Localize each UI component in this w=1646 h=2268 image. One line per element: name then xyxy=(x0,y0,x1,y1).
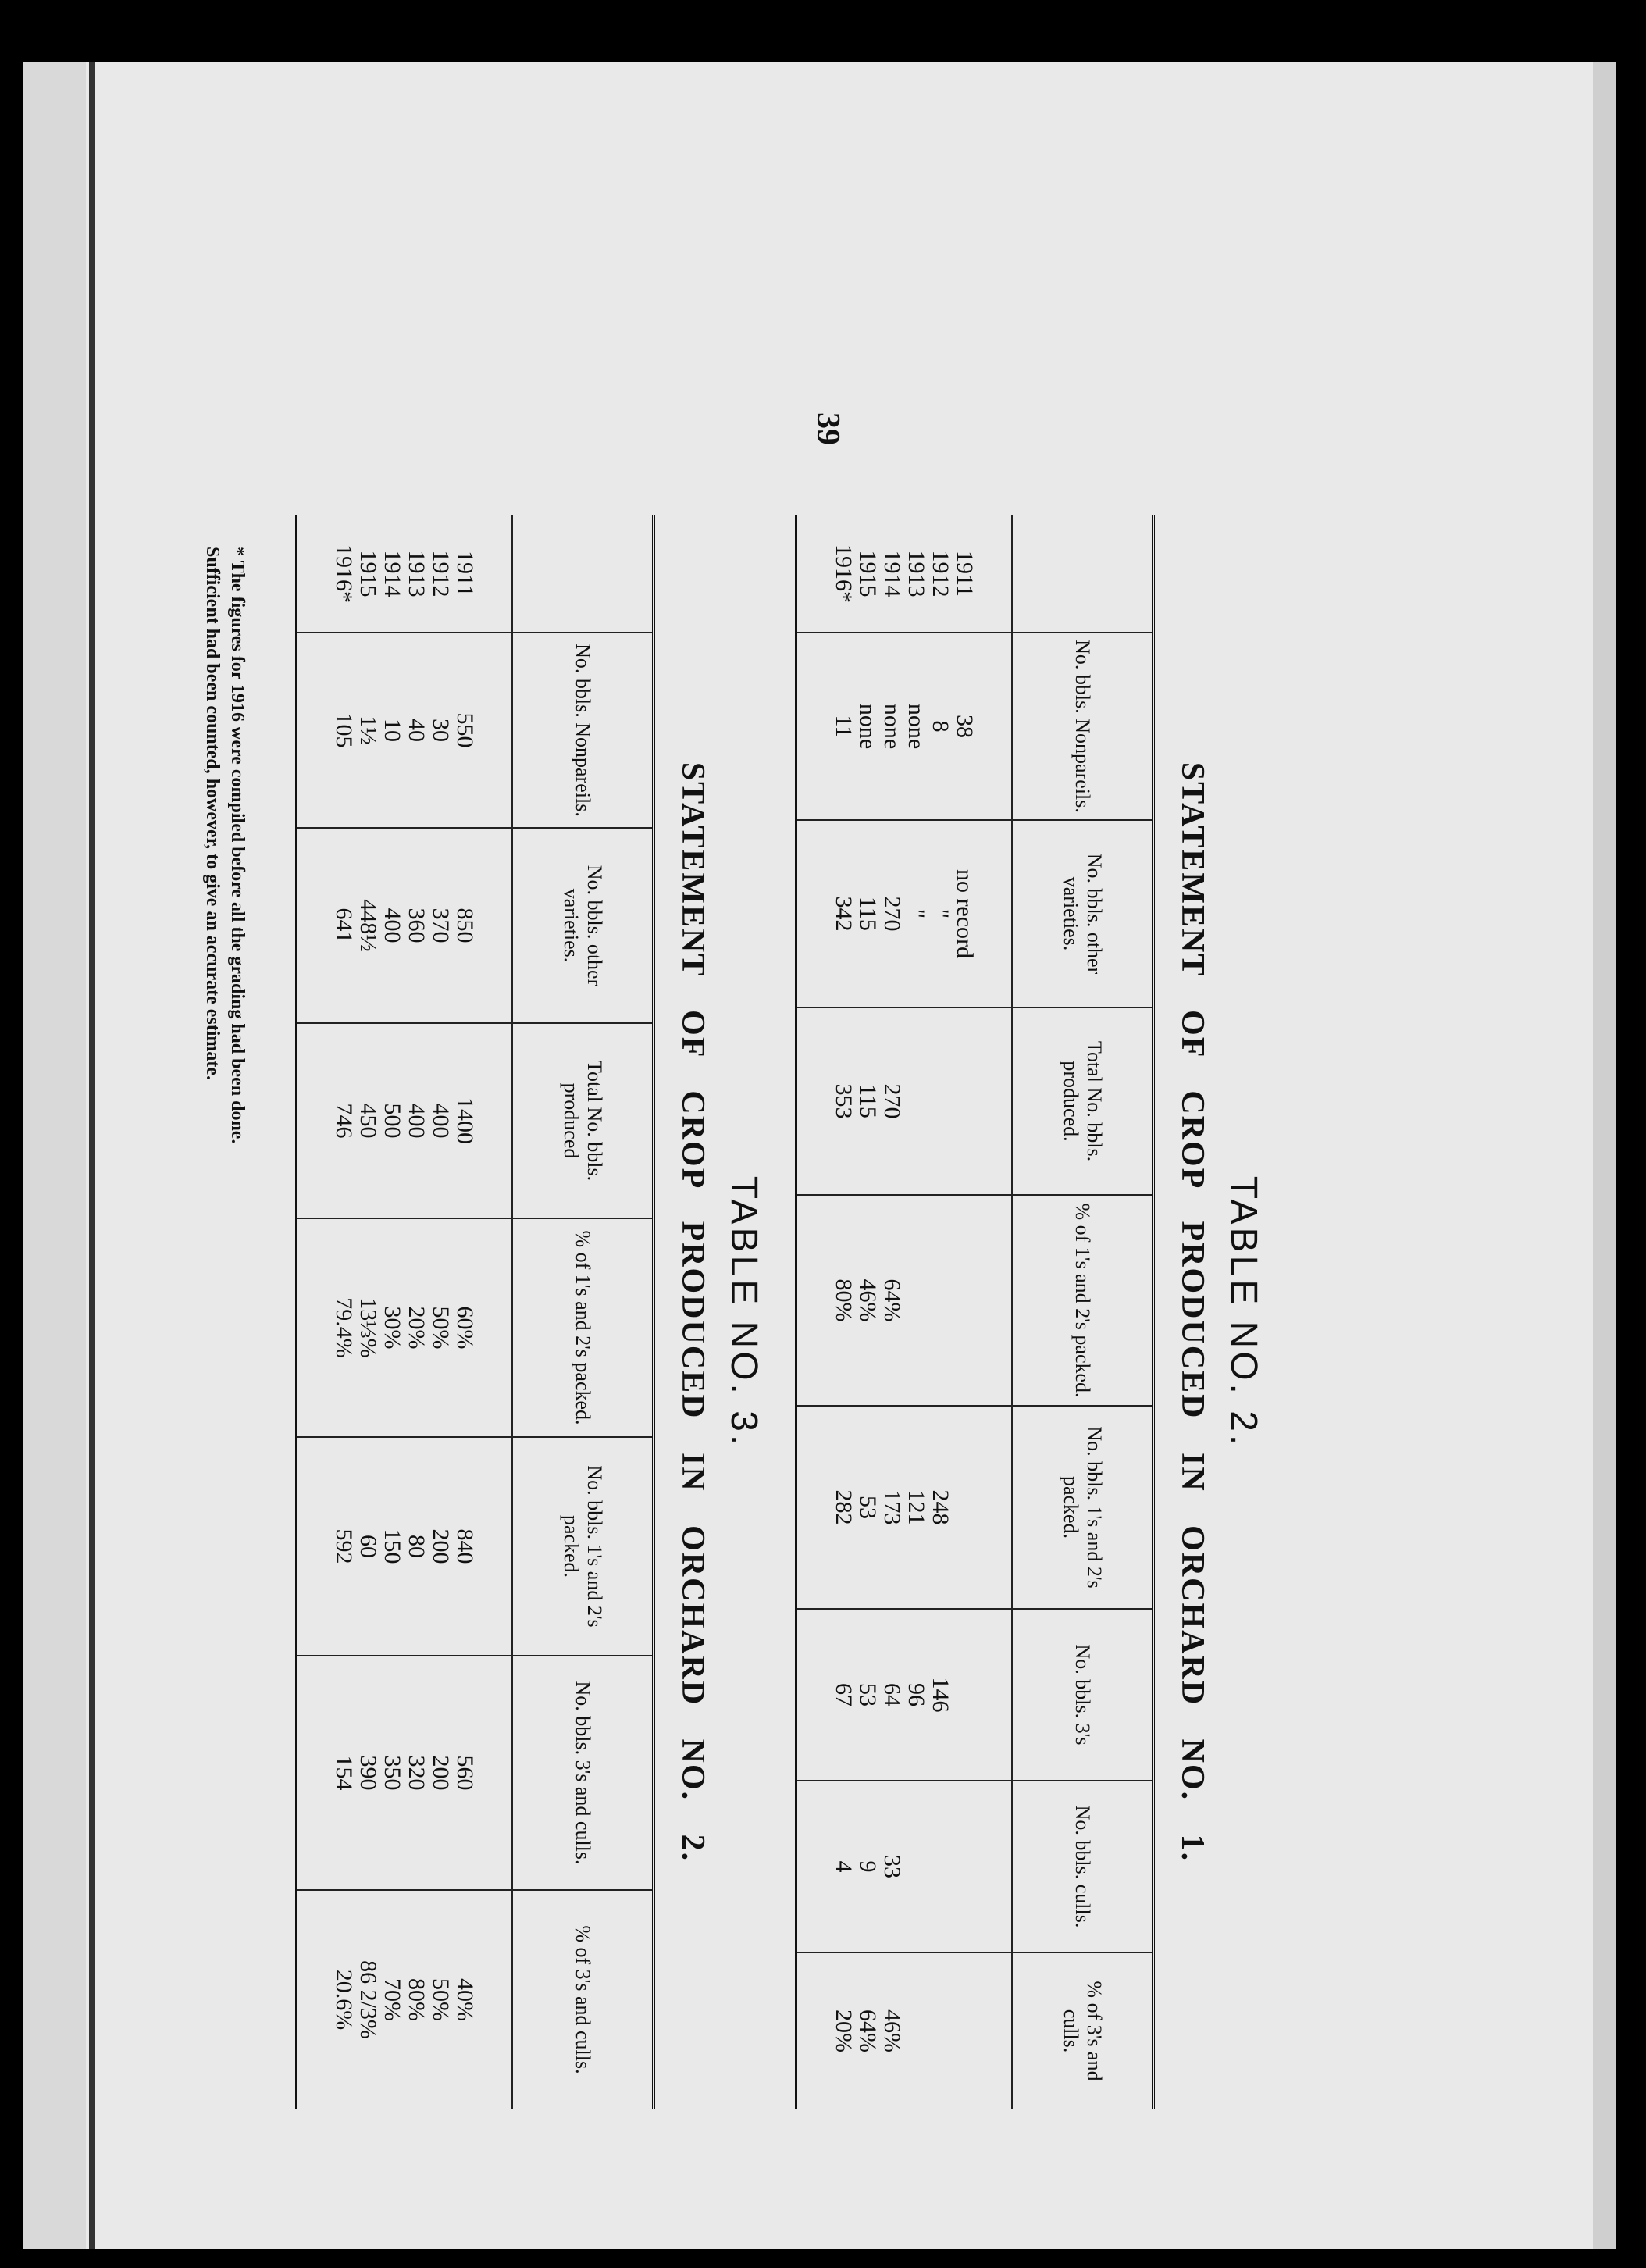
table-cell: 320 xyxy=(404,1656,429,1890)
table-cell: 115 xyxy=(856,820,880,1007)
table-cell: 40 xyxy=(404,633,429,828)
table-cell: 121 xyxy=(904,1406,928,1609)
table-2-header-pct-packed: % of 1's and 2's packed. xyxy=(1012,1195,1153,1406)
table-cell xyxy=(928,1781,953,1952)
table-cell: 592 xyxy=(332,1437,356,1656)
table-cell xyxy=(928,1952,953,2109)
table-cell: 500 xyxy=(380,1023,404,1218)
table-cell: 1912 xyxy=(428,550,454,597)
table-cell: 20.6% xyxy=(332,1890,356,2109)
table-2 xyxy=(795,515,1155,2109)
table-cell: 370 xyxy=(429,828,453,1023)
table-cell: 1400 xyxy=(453,1023,477,1218)
table-cell xyxy=(953,1609,977,1781)
table-3-header-total: Total No. bbls. produced xyxy=(512,1023,654,1218)
table-cell: 1911 xyxy=(952,551,978,597)
table-cell: 150 xyxy=(380,1437,404,1656)
table-cell: 342 xyxy=(832,820,856,1007)
table-cell: 400 xyxy=(404,1023,429,1218)
table-2-header-threes: No. bbls. 3's xyxy=(1012,1609,1153,1781)
table-cell: 400 xyxy=(380,828,404,1023)
table-3-title: STATEMENT OF CROP PRODUCED IN ORCHARD NO. 2. xyxy=(675,761,711,1863)
table-cell: 64% xyxy=(880,1195,904,1406)
table-3-header-pct-packed: % of 1's and 2's packed. xyxy=(512,1218,654,1437)
paper-right-shadow xyxy=(1593,62,1616,2249)
table-row xyxy=(429,515,453,2109)
table-cell: 115 xyxy=(856,1007,880,1195)
table-cell: 46% xyxy=(880,1952,904,2109)
table-cell: 53 xyxy=(856,1609,880,1781)
table-cell: " xyxy=(904,820,928,1007)
table-2-header-total: Total No. bbls. produced. xyxy=(1012,1007,1153,1195)
table-cell: 560 xyxy=(453,1656,477,1890)
table-3-heading: TABLE NO. 3. xyxy=(723,1175,764,1449)
table-3-section xyxy=(295,515,765,2109)
table-cell: 70% xyxy=(380,1890,404,2109)
table-cell: 173 xyxy=(880,1406,904,1609)
table-cell: 146 xyxy=(928,1609,953,1781)
table-cell: 360 xyxy=(404,828,429,1023)
table-2-header-nonpareils: No. bbls. Nonpareils. xyxy=(1012,633,1153,820)
footnote xyxy=(200,515,250,2140)
table-row xyxy=(904,515,928,2109)
table-2-spacer-row xyxy=(977,515,1012,2109)
table-cell: 746 xyxy=(332,1023,356,1218)
table-cell: 20% xyxy=(404,1218,429,1437)
table-cell: 60% xyxy=(453,1218,477,1437)
table-cell: 350 xyxy=(380,1656,404,1890)
table-cell xyxy=(953,1007,977,1195)
table-cell xyxy=(928,1195,953,1406)
table-cell: 33 xyxy=(880,1781,904,1952)
table-cell: 13⅓% xyxy=(356,1218,380,1437)
table-cell: 50% xyxy=(429,1890,453,2109)
table-row xyxy=(380,515,404,2109)
table-cell xyxy=(953,1781,977,1952)
table-row xyxy=(880,515,904,2109)
table-cell: " xyxy=(928,820,953,1007)
table-cell: 1914 xyxy=(879,550,905,597)
table-cell: none xyxy=(904,633,928,820)
table-3-header-bbls-packed: No. bbls. 1's and 2's packed. xyxy=(512,1437,654,1656)
table-cell: 20% xyxy=(832,1952,856,2109)
page-number: 39 xyxy=(810,412,846,445)
table-cell xyxy=(904,1781,928,1952)
table-cell: 46% xyxy=(856,1195,880,1406)
table-row xyxy=(332,515,356,2109)
table-2-header-culls: No. bbls. culls. xyxy=(1012,1781,1153,1952)
table-3-header-other-varieties: No. bbls. other varieties. xyxy=(512,828,654,1023)
rotated-page-content xyxy=(0,515,1281,2109)
table-cell: 40% xyxy=(453,1890,477,2109)
table-row xyxy=(832,515,856,2109)
table-cell: 38 xyxy=(953,633,977,820)
table-cell: 1916* xyxy=(331,544,357,603)
table-cell: 448½ xyxy=(356,828,380,1023)
table-row xyxy=(356,515,380,2109)
table-2-header-pct-threes-culls: % of 3's and culls. xyxy=(1012,1952,1153,2109)
table-cell: 50% xyxy=(429,1218,453,1437)
table-cell: 79.4% xyxy=(332,1218,356,1437)
table-cell: none xyxy=(856,633,880,820)
table-cell xyxy=(953,1195,977,1406)
table-cell: 60 xyxy=(356,1437,380,1656)
table-cell: 270 xyxy=(880,1007,904,1195)
table-3 xyxy=(295,515,655,2109)
table-cell: 8 xyxy=(928,633,953,820)
table-cell: 86 2/3% xyxy=(356,1890,380,2109)
table-cell: 550 xyxy=(453,633,477,828)
table-cell: 353 xyxy=(832,1007,856,1195)
table-2-header-other-varieties: No. bbls. other varieties. xyxy=(1012,820,1153,1007)
table-cell: 4 xyxy=(832,1781,856,1952)
table-cell xyxy=(904,1952,928,2109)
table-row xyxy=(453,515,477,2109)
table-cell: 200 xyxy=(429,1437,453,1656)
table-cell: 53 xyxy=(856,1406,880,1609)
table-cell: 850 xyxy=(453,828,477,1023)
table-2-section xyxy=(795,515,1265,2109)
table-cell: 1915 xyxy=(855,550,881,597)
table-2-header-bbls-packed: No. bbls. 1's and 2's packed. xyxy=(1012,1406,1153,1609)
table-cell: 1911 xyxy=(452,551,478,597)
table-cell: 9 xyxy=(856,1781,880,1952)
table-cell: 1915 xyxy=(355,550,381,597)
table-row xyxy=(953,515,977,2109)
table-cell: 30 xyxy=(429,633,453,828)
table-row xyxy=(404,515,429,2109)
table-cell: 840 xyxy=(453,1437,477,1656)
table-cell: 1913 xyxy=(404,550,429,597)
table-2-header-row xyxy=(1012,515,1153,2109)
table-3-header-row xyxy=(512,515,654,2109)
table-cell: 80% xyxy=(404,1890,429,2109)
table-3-bottom-spacer xyxy=(297,515,333,2109)
table-cell: 200 xyxy=(429,1656,453,1890)
table-3-header-threes-culls: No. bbls. 3's and culls. xyxy=(512,1656,654,1890)
table-cell: 270 xyxy=(880,820,904,1007)
table-cell: 80% xyxy=(832,1195,856,1406)
table-cell: 64 xyxy=(880,1609,904,1781)
table-cell: 154 xyxy=(332,1656,356,1890)
table-cell: 282 xyxy=(832,1406,856,1609)
table-cell: 248 xyxy=(928,1406,953,1609)
table-3-header-nonpareils: No. bbls. Nonpareils. xyxy=(512,633,654,828)
table-2-header-year xyxy=(1012,515,1153,633)
table-row xyxy=(856,515,880,2109)
table-cell: 64% xyxy=(856,1952,880,2109)
table-cell: 105 xyxy=(332,633,356,828)
table-3-spacer-row xyxy=(477,515,512,2109)
table-3-header-year xyxy=(512,515,654,633)
table-2-heading: TABLE NO. 2. xyxy=(1223,1175,1264,1449)
table-cell: 1914 xyxy=(379,550,405,597)
table-cell: 1913 xyxy=(903,550,929,597)
table-3-header-pct-threes-culls: % of 3's and culls. xyxy=(512,1890,654,2109)
table-cell: 450 xyxy=(356,1023,380,1218)
table-cell xyxy=(928,1007,953,1195)
table-cell xyxy=(953,1952,977,2109)
table-cell xyxy=(904,1195,928,1406)
table-cell: 30% xyxy=(380,1218,404,1437)
table-cell: 1916* xyxy=(831,544,857,603)
table-cell: 67 xyxy=(832,1609,856,1781)
table-cell: 10 xyxy=(380,633,404,828)
table-cell: 1½ xyxy=(356,633,380,828)
footnote-line-1: * The figures for 1916 were compiled before all the grading had been done. xyxy=(227,547,248,1144)
table-cell: none xyxy=(880,633,904,820)
table-cell xyxy=(904,1007,928,1195)
table-2-bottom-spacer xyxy=(796,515,832,2109)
table-cell: 641 xyxy=(332,828,356,1023)
table-cell: 1912 xyxy=(928,550,953,597)
table-cell: 80 xyxy=(404,1437,429,1656)
table-cell: no record xyxy=(953,820,977,1007)
table-2-title: STATEMENT OF CROP PRODUCED IN ORCHARD NO. 1. xyxy=(1174,761,1210,1863)
footnote-line-2: Sufficient had been counted, however, to give an accurate estimate. xyxy=(202,547,223,1081)
table-cell: 11 xyxy=(832,633,856,820)
table-row xyxy=(928,515,953,2109)
table-cell: 390 xyxy=(356,1656,380,1890)
table-cell xyxy=(953,1406,977,1609)
table-cell: 96 xyxy=(904,1609,928,1781)
table-cell: 400 xyxy=(429,1023,453,1218)
